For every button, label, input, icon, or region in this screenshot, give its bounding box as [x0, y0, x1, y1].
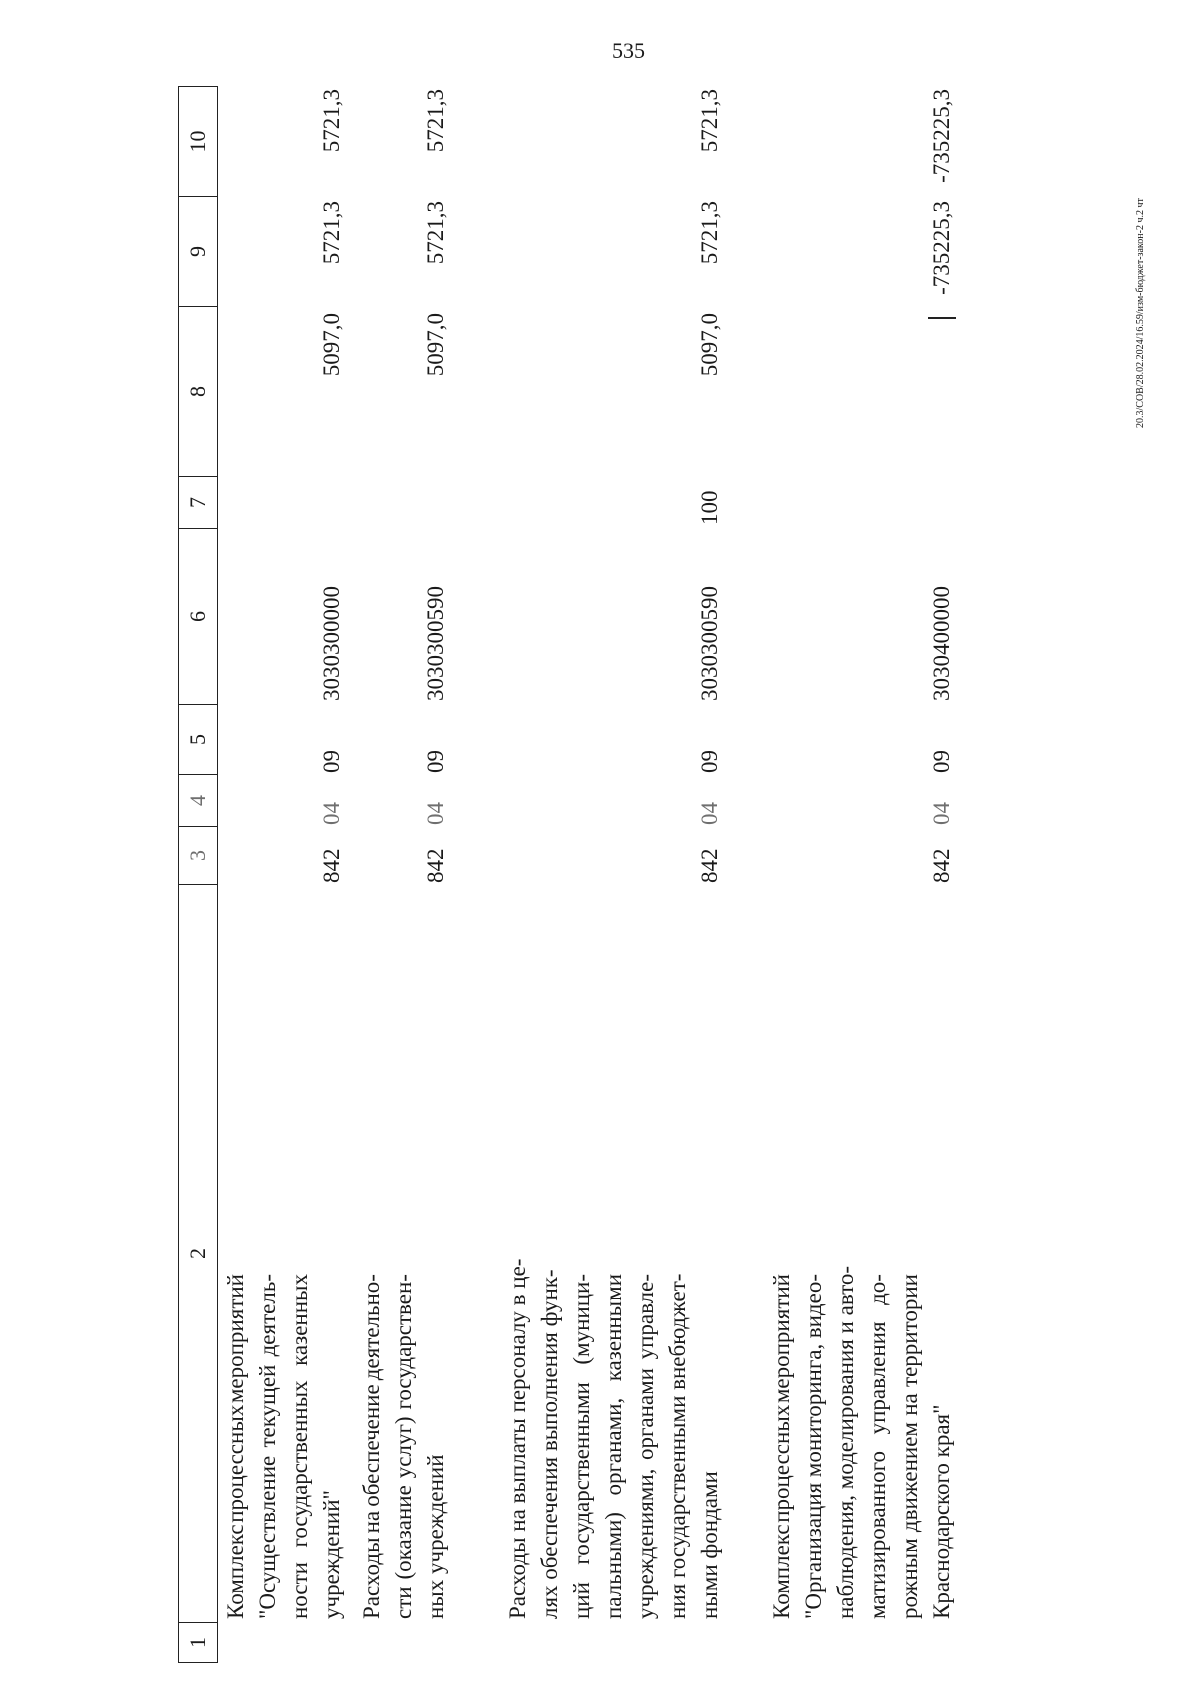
cell-col3: 842 — [697, 848, 722, 883]
description-word: мероприятий — [769, 1274, 794, 1404]
description-word: на — [897, 1393, 922, 1416]
description-word: текущей — [255, 1364, 280, 1448]
description-line — [220, 1274, 252, 1619]
table-header-row — [178, 86, 218, 1663]
table-row — [502, 86, 726, 1663]
description-line — [356, 1274, 388, 1619]
description-line — [766, 1274, 798, 1619]
page-number: 535 — [612, 38, 645, 63]
header-cell-2: 2 — [178, 885, 218, 1623]
description-word: мероприятий — [223, 1274, 248, 1404]
description-line — [798, 1274, 830, 1619]
cell-col4: 04 — [319, 802, 344, 825]
row-description — [766, 1265, 958, 1619]
description-word: ности — [287, 1562, 312, 1619]
cell-col8: 5097,0 — [697, 313, 722, 377]
cell-col5: 09 — [319, 750, 344, 773]
cell-col10: -735225,3 — [929, 89, 954, 183]
header-cell-5: 5 — [178, 705, 218, 775]
description-word: Расходы на выплаты персоналу в це- — [505, 1258, 530, 1619]
cell-col8: 5097,0 — [423, 313, 448, 377]
description-word: пальными) — [601, 1512, 626, 1619]
description-word: процессных — [223, 1404, 248, 1523]
cell-col9: 5721,3 — [697, 201, 722, 265]
header-cell-6: 6 — [178, 529, 218, 705]
description-line — [598, 1274, 630, 1619]
description-line — [830, 1265, 862, 1619]
footer-document-code: 20.3/СОВ/28.02.2024/16.59/изм-бюджет-закон-2 ч.2 чт — [1135, 198, 1146, 428]
cell-col4: 04 — [423, 802, 448, 825]
description-line — [284, 1274, 316, 1619]
budget-table — [178, 86, 998, 1663]
cell-col10: 5721,3 — [423, 89, 448, 153]
description-word: органами, — [601, 1397, 626, 1496]
cell-col6: 3030300000 — [319, 586, 344, 701]
row-description — [502, 1258, 726, 1619]
cell-col9: 5721,3 — [319, 201, 344, 265]
description-word: процессных — [769, 1404, 794, 1523]
description-word: сти — [391, 1586, 416, 1619]
description-line — [662, 1274, 694, 1619]
description-word: территории — [897, 1274, 922, 1387]
description-word: матизированного — [865, 1450, 890, 1619]
header-cell-3: 3 — [178, 827, 218, 885]
description-word: рожным — [897, 1538, 922, 1619]
row-description — [220, 1274, 348, 1619]
description-word: (оказание — [391, 1485, 416, 1580]
description-line — [420, 1274, 452, 1619]
description-word: государственных — [287, 1380, 312, 1548]
table-row — [766, 86, 958, 1663]
description-line — [502, 1258, 534, 1619]
description-word: наблюдения, моделирования и авто- — [833, 1265, 858, 1619]
header-cell-4: 4 — [178, 775, 218, 827]
description-word: Расходы — [359, 1537, 384, 1619]
description-word: до- — [865, 1274, 890, 1305]
description-word: деятельно- — [359, 1274, 384, 1381]
cell-col9: -735225,3 — [929, 201, 954, 295]
cell-col3: 842 — [423, 848, 448, 883]
description-line — [388, 1274, 420, 1619]
description-word: ными фондами — [697, 1471, 722, 1619]
description-word: услуг) — [391, 1416, 416, 1479]
description-word: Комплекс — [769, 1524, 794, 1619]
description-line — [894, 1274, 926, 1619]
table-row — [356, 86, 452, 1663]
description-word: ций — [569, 1582, 594, 1619]
description-line — [316, 1274, 348, 1619]
header-cell-10: 10 — [178, 86, 218, 197]
description-line — [926, 1274, 958, 1619]
cell-col8: 5097,0 — [319, 313, 344, 377]
row-description — [356, 1274, 452, 1619]
description-word: лях обеспечения выполнения функ- — [537, 1269, 562, 1619]
description-word: видео- — [801, 1274, 826, 1339]
description-word: управления — [865, 1321, 890, 1435]
description-word: государствен- — [391, 1274, 416, 1410]
header-cell-1: 1 — [178, 1623, 218, 1663]
description-line — [694, 1274, 726, 1619]
description-word: органами — [633, 1368, 658, 1461]
cell-col5: 09 — [423, 750, 448, 773]
description-word: управле- — [633, 1274, 658, 1360]
cell-col3: 842 — [319, 848, 344, 883]
cell-col3: 842 — [929, 848, 954, 883]
cell-col6: 3030300590 — [697, 586, 722, 701]
cell-col6: 3030300590 — [423, 586, 448, 701]
cell-col4: 04 — [697, 802, 722, 825]
description-word: на — [359, 1510, 384, 1534]
cell-col5: 09 — [697, 750, 722, 773]
cell-col7: 100 — [697, 490, 722, 525]
cell-col10: 5721,3 — [319, 89, 344, 153]
description-word: казенных — [287, 1274, 312, 1366]
cell-col4: 04 — [929, 802, 954, 825]
header-cell-8: 8 — [178, 307, 218, 477]
description-word: Комплекс — [223, 1524, 248, 1619]
description-word: мониторинга, — [801, 1343, 826, 1478]
description-word: государственными — [569, 1382, 594, 1565]
description-word: ния государственными внебюджет- — [665, 1273, 690, 1619]
description-word: учреждений" — [319, 1490, 344, 1619]
description-word: Краснодарского края" — [929, 1404, 954, 1619]
description-line — [252, 1274, 284, 1619]
description-word: (муници- — [569, 1274, 594, 1365]
description-word: учреждениями, — [633, 1468, 658, 1619]
cell-col9: 5721,3 — [423, 201, 448, 265]
description-word: движением — [897, 1422, 922, 1533]
description-line — [566, 1274, 598, 1619]
cell-col6: 3030400000 — [929, 586, 954, 701]
description-word: деятель- — [255, 1274, 280, 1357]
empty-value-dash — [928, 317, 956, 319]
cell-col5: 09 — [929, 750, 954, 773]
description-word: ных учреждений — [423, 1454, 448, 1619]
description-word: "Осуществление — [255, 1455, 280, 1619]
cell-col10: 5721,3 — [697, 89, 722, 153]
table-row — [220, 86, 348, 1663]
description-line — [534, 1269, 566, 1619]
description-line — [630, 1274, 662, 1619]
header-cell-9: 9 — [178, 197, 218, 307]
description-word: "Организация — [801, 1482, 826, 1619]
description-word: казенными — [601, 1274, 626, 1382]
description-line — [862, 1274, 894, 1619]
header-cell-7: 7 — [178, 477, 218, 529]
description-word: обеспечение — [359, 1384, 384, 1507]
